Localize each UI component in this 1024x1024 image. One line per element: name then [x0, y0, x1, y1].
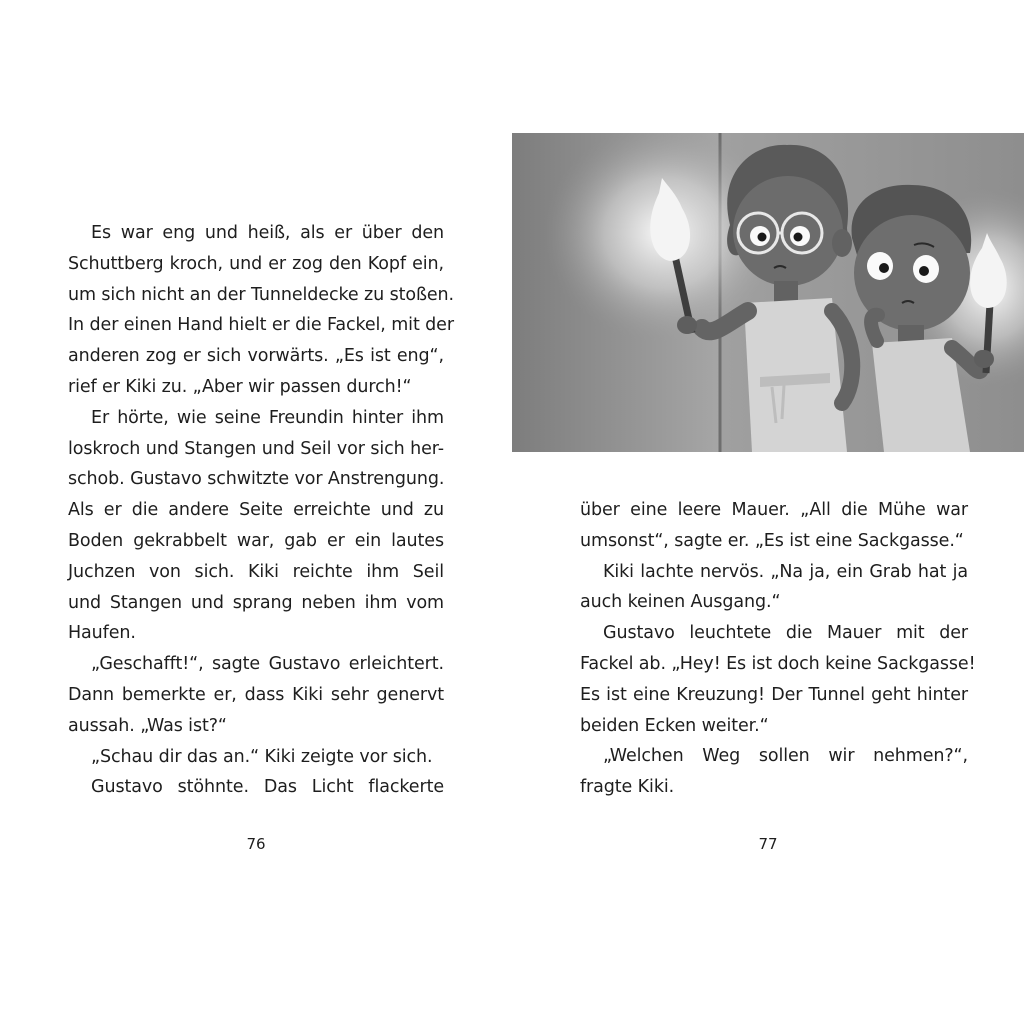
text-line: „Welchen Weg sollen wir nehmen?“, [603, 746, 968, 767]
paragraph [68, 218, 454, 403]
paragraph [580, 618, 976, 741]
text-line: aussah. „Was ist?“ [68, 715, 227, 736]
text-line: Juchzen von sich. Kiki reichte ihm Seil [68, 561, 444, 582]
paragraph [580, 557, 968, 619]
left-page-text [68, 218, 454, 803]
paragraph [580, 495, 968, 557]
text-line: fragte Kiki. [580, 777, 675, 798]
text-line: Haufen. [68, 623, 136, 644]
text-line: „Geschafft!“, sagte Gustavo erleichtert. [91, 654, 444, 675]
paragraph [68, 742, 444, 773]
text-line: auch keinen Ausgang.“ [580, 592, 781, 613]
text-line: Es ist eine Kreuzung! Der Tunnel geht hinter [580, 684, 968, 705]
text-line: Als er die andere Seite erreichte und zu [68, 500, 444, 521]
text-line: Boden gekrabbelt war, gab er ein lautes [68, 530, 444, 551]
paragraph [580, 741, 968, 803]
text-line: rief er Kiki zu. „Aber wir passen durch!“ [68, 376, 412, 397]
text-line: beiden Ecken weiter.“ [580, 715, 769, 736]
paragraph [68, 772, 444, 803]
text-line: Er hörte, wie seine Freundin hinter ihm [91, 407, 444, 428]
text-line: Gustavo stöhnte. Das Licht flackerte [91, 777, 444, 798]
text-line: Schuttberg kroch, und er zog den Kopf ein, [68, 253, 444, 274]
text-line: umsonst“, sagte er. „Es ist eine Sackgasse.“ [580, 530, 964, 551]
text-line: anderen zog er sich vorwärts. „Es ist eng“, [68, 346, 444, 367]
paragraph [68, 403, 444, 649]
text-line: Gustavo leuchtete die Mauer mit der [603, 623, 968, 644]
text-line: schob. Gustavo schwitzte vor Anstrengung. [68, 469, 445, 490]
text-line: loskroch und Stangen und Seil vor sich her- [68, 438, 444, 459]
page-number: 76 [246, 835, 266, 853]
text-line: über eine leere Mauer. „All die Mühe war [580, 500, 968, 520]
text-line: um sich nicht an der Tunneldecke zu stoßen. [68, 284, 454, 305]
text-line: In der einen Hand hielt er die Fackel, mit der [68, 315, 454, 336]
text-line: Kiki lachte nervös. „Na ja, ein Grab hat ja [603, 561, 968, 582]
illustration-two-children-with-torches [512, 133, 1024, 452]
right-page-text [580, 495, 976, 803]
page-number: 77 [758, 835, 778, 853]
text-line: Es war eng und heiß, als er über den [91, 223, 444, 243]
right-page [512, 0, 1024, 1024]
text-line: Fackel ab. „Hey! Es ist doch keine Sackgasse! [580, 653, 976, 674]
text-line: und Stangen und sprang neben ihm vom [68, 592, 444, 613]
text-line: Dann bemerkte er, dass Kiki sehr genervt [68, 684, 444, 705]
paragraph [68, 649, 444, 741]
text-line: „Schau dir das an.“ Kiki zeigte vor sich. [91, 746, 433, 767]
illustration-svg [512, 133, 1024, 452]
